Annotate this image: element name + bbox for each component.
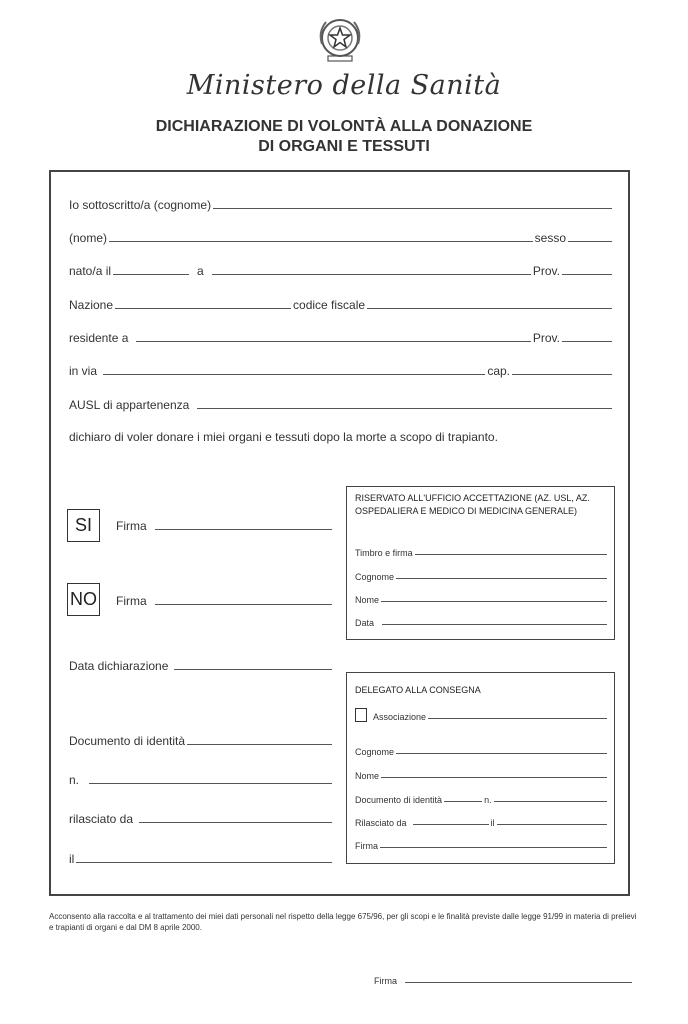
no-firma-field[interactable] — [155, 604, 332, 605]
associazione-checkbox[interactable] — [355, 708, 367, 722]
rilasciato-row — [69, 812, 334, 826]
cognome-row — [69, 198, 614, 212]
il-field[interactable] — [76, 862, 332, 863]
via-row — [69, 364, 614, 378]
nato-date-field[interactable] — [113, 274, 189, 275]
delegate-il-label: il — [490, 818, 495, 828]
codice-fiscale-label: codice fiscale — [293, 298, 366, 312]
prov-residenza-field[interactable] — [562, 341, 612, 342]
rilasciato-label: rilasciato da — [69, 812, 134, 826]
office-timbro-row — [355, 548, 609, 558]
documento-label: Documento di identità — [69, 734, 186, 748]
declaration-text: dichiaro di voler donare i miei organi e tessuti dopo la morte a scopo di trapianto. — [69, 430, 498, 444]
delegate-nome-row — [355, 771, 609, 781]
office-timbro-label: Timbro e firma — [355, 548, 413, 558]
delegate-documento-field[interactable] — [444, 801, 482, 802]
ministry-name: Ministero della Sanità — [186, 70, 502, 101]
delegate-associazione-row — [355, 708, 609, 722]
nascita-row — [69, 264, 614, 278]
prov-residenza-label: Prov. — [532, 331, 560, 345]
delegate-documento-row — [355, 795, 609, 805]
delegate-il-field[interactable] — [497, 824, 607, 825]
si-firma-row — [116, 519, 334, 533]
via-field[interactable] — [103, 374, 485, 375]
residente-field[interactable] — [136, 341, 531, 342]
office-timbro-field[interactable] — [415, 554, 607, 555]
delegate-rilasciato-field[interactable] — [413, 824, 489, 825]
office-nome-field[interactable] — [381, 601, 607, 602]
associazione-field[interactable] — [428, 718, 607, 719]
footer-firma-label: Firma — [374, 976, 397, 986]
office-cognome-field[interactable] — [396, 578, 607, 579]
office-data-label: Data — [355, 618, 375, 628]
form-title-line1: DICHIARAZIONE DI VOLONTÀ ALLA DONAZIONE — [155, 118, 533, 135]
footer-firma-row — [374, 976, 634, 986]
cap-field[interactable] — [512, 374, 612, 375]
ausl-row — [69, 398, 614, 412]
delegate-cognome-row — [355, 747, 609, 757]
cognome-label: Io sottoscritto/a (cognome) — [69, 198, 212, 212]
delegate-box-title: DELEGATO ALLA CONSEGNA — [355, 685, 481, 695]
cognome-field[interactable] — [213, 208, 612, 209]
office-nome-row — [355, 595, 609, 605]
delegate-cognome-label: Cognome — [355, 747, 395, 757]
no-firma-label: Firma — [116, 594, 147, 608]
documento-row — [69, 734, 334, 748]
office-cognome-row — [355, 572, 609, 582]
delegate-n-label: n. — [484, 795, 492, 805]
consent-text: Acconsento alla raccolta e al trattamento dei miei dati personali nel rispetto della legge 675/96, per gli scopi e le finalità previste dalle legge 91/99 in materia di prelievi e trapianti di organi e dal DM 8 aprile 2000. — [49, 912, 637, 932]
luogo-nascita-field[interactable] — [212, 274, 531, 275]
sesso-field[interactable] — [568, 241, 612, 242]
delegate-documento-label: Documento di identità — [355, 795, 443, 805]
delegate-nome-field[interactable] — [381, 777, 607, 778]
delegate-rilasciato-row — [355, 818, 609, 828]
residente-label: residente a — [69, 331, 129, 345]
office-cognome-label: Cognome — [355, 572, 395, 582]
nome-row — [69, 231, 614, 245]
codice-fiscale-field[interactable] — [367, 308, 612, 309]
nome-field[interactable] — [109, 241, 533, 242]
si-firma-label: Firma — [116, 519, 147, 533]
associazione-label: Associazione — [373, 712, 427, 722]
delegate-rilasciato-label: Rilasciato da — [355, 818, 407, 828]
numero-row — [69, 773, 334, 787]
delegate-n-field[interactable] — [494, 801, 607, 802]
office-box-title: RISERVATO ALL'UFFICIO ACCETTAZIONE (AZ. USL, AZ. OSPEDALIERA E MEDICO DI MEDICINA GENERALE) — [355, 493, 590, 516]
ausl-field[interactable] — [197, 408, 612, 409]
delegate-cognome-field[interactable] — [396, 753, 607, 754]
a-label: a — [197, 264, 204, 278]
office-data-row — [355, 618, 609, 628]
numero-label: n. — [69, 773, 80, 787]
il-row — [69, 852, 334, 866]
cap-label: cap. — [487, 364, 510, 378]
nazione-field[interactable] — [115, 308, 291, 309]
sesso-label: sesso — [534, 231, 566, 245]
si-firma-field[interactable] — [155, 529, 332, 530]
italian-republic-emblem-icon — [314, 14, 366, 64]
nome-label: (nome) — [69, 231, 108, 245]
footer-firma-field[interactable] — [405, 982, 632, 983]
delegate-box — [346, 672, 615, 864]
office-nome-label: Nome — [355, 595, 380, 605]
form-title-line2: DI ORGANI E TESSUTI — [258, 138, 430, 155]
nato-label: nato/a il — [69, 264, 112, 278]
nazione-label: Nazione — [69, 298, 114, 312]
data-dichiarazione-field[interactable] — [174, 669, 332, 670]
si-checkbox[interactable]: SI — [67, 509, 100, 542]
nazione-row — [69, 298, 614, 312]
documento-field[interactable] — [187, 744, 332, 745]
numero-field[interactable] — [89, 783, 332, 784]
data-dichiarazione-label: Data dichiarazione — [69, 659, 169, 673]
delegate-firma-row — [355, 841, 609, 851]
il-label: il — [69, 852, 75, 866]
residenza-row — [69, 331, 614, 345]
no-checkbox[interactable]: NO — [67, 583, 100, 616]
office-data-field[interactable] — [382, 624, 607, 625]
delegate-nome-label: Nome — [355, 771, 380, 781]
no-firma-row — [116, 594, 334, 608]
prov-nascita-field[interactable] — [562, 274, 612, 275]
prov-label: Prov. — [532, 264, 560, 278]
data-dichiarazione-row — [69, 659, 334, 673]
rilasciato-field[interactable] — [139, 822, 332, 823]
ausl-label: AUSL di appartenenza — [69, 398, 190, 412]
delegate-firma-label: Firma — [355, 841, 378, 851]
via-label: in via — [69, 364, 98, 378]
delegate-firma-field[interactable] — [380, 847, 607, 848]
